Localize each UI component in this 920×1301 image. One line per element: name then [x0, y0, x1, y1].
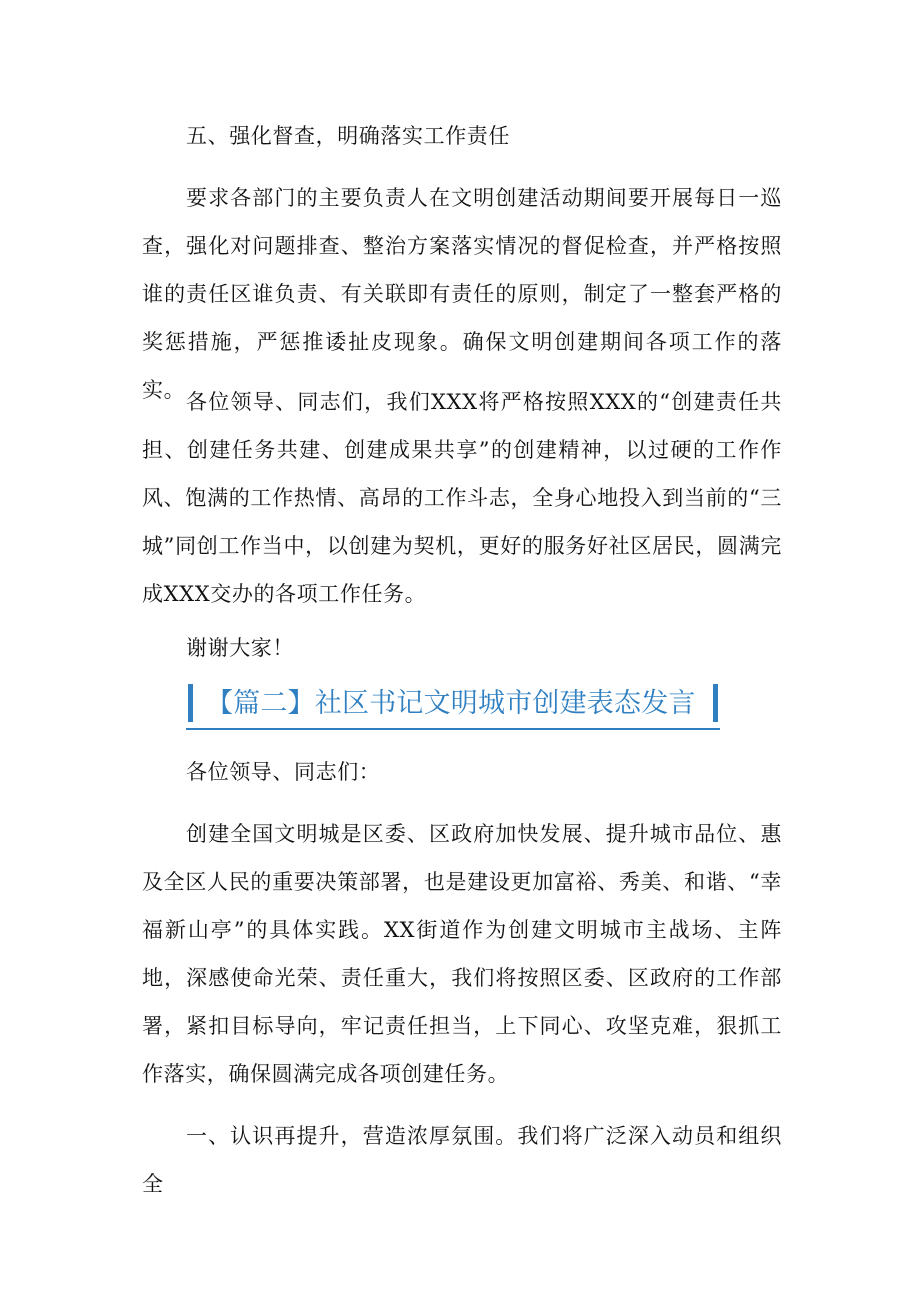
title-right-bar [713, 684, 718, 722]
title-left-bar [188, 684, 193, 722]
greeting-line: 各位领导、同志们： [186, 760, 381, 784]
thanks-line: 谢谢大家！ [186, 636, 294, 660]
paragraph-commitment: 各位领导、同志们，我们XXX将严格按照XXX的“创建责任共担、创建任务共建、创建成果共享”的创建精神，以过硬的工作作风、饱满的工作热情、高昂的工作斗志，全身心地投入到当前的“三城”同创工作当中，以创建为契机，更好的服务好社区居民，圆满完成XXX交办的各项工作任务。 [142, 390, 782, 606]
section-title: 【篇二】社区书记文明城市创建表态发言 [206, 688, 696, 719]
paragraph-civilized-city: 创建全国文明城是区委、区政府加快发展、提升城市品位、惠及全区人民的重要决策部署，也是建设更加富裕、秀美、和谐、“幸福新山亭”的具体实践。XX街道作为创建文明城市主战场、主阵地，深感使命光荣、责任重大，我们将按照区委、区政府的工作部署，紧扣目标导向，牢记责任担当，上下同心、攻坚克难，狠抓工作落实，确保圆满完成各项创建任务。 [142, 822, 782, 1086]
paragraph-awareness: 一、认识再提升，营造浓厚氛围。我们将广泛深入动员和组织全 [142, 1124, 782, 1196]
section-title-banner [186, 682, 720, 730]
section-heading-five: 五、强化督查，明确落实工作责任 [186, 124, 510, 148]
paragraph-inspection: 要求各部门的主要负责人在文明创建活动期间要开展每日一巡查，强化对问题排查、整治方案落实情况的督促检查，并严格按照谁的责任区谁负责、有关联即有责任的原则，制定了一整套严格的奖惩措施，严惩推诿扯皮现象。确保文明创建期间各项工作的落实。 [142, 186, 782, 402]
